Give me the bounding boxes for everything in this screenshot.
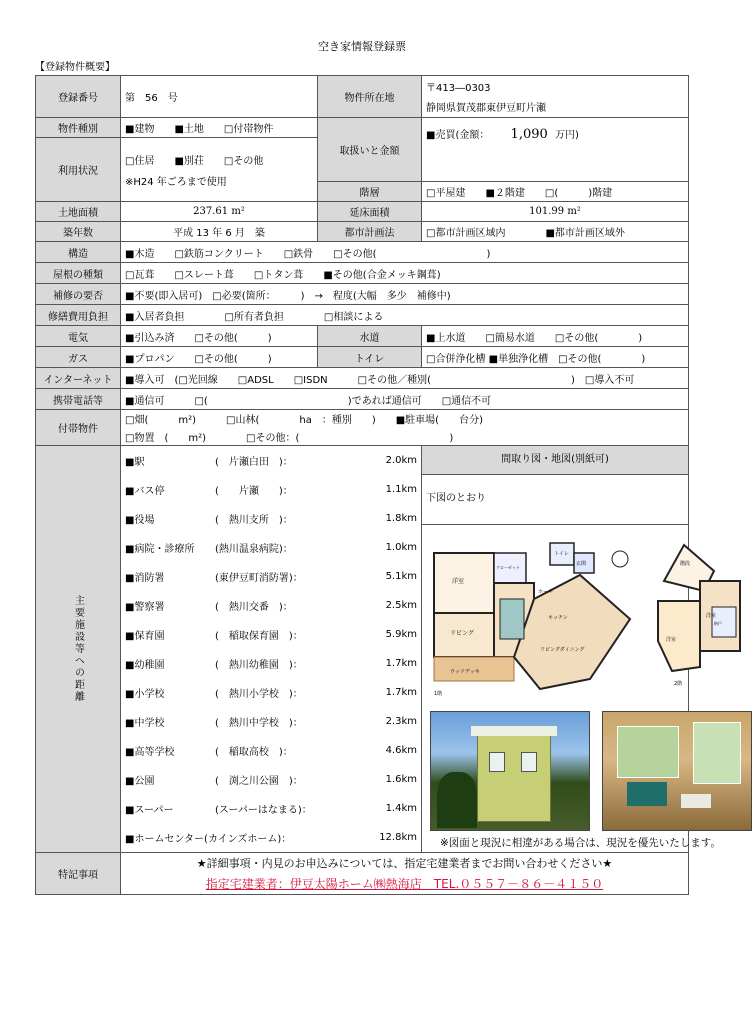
facility-row (125, 649, 417, 678)
facility-place: ( 熱川中学校 )： (215, 718, 303, 729)
water-value: ■上水道 □簡易水道 □その他( ) (422, 326, 689, 347)
facility-distance: 1.4km (385, 803, 417, 814)
structure-label: 構造 (36, 242, 121, 263)
fp1-floor: 1階 (434, 691, 443, 697)
floorplan-2f (654, 541, 744, 691)
facility-distance: 1.0km (385, 542, 417, 553)
facility-row (125, 794, 417, 823)
toilet-value: □合併浄化槽 ■単独浄化槽 □その他( ) (422, 347, 689, 368)
facility-name: ■中学校 (125, 718, 165, 729)
sofa (627, 782, 667, 806)
extras-line2: □物置 ( m²) □その他：( ) (125, 433, 454, 444)
facility-place: ( 熱川交番 )： (215, 602, 293, 613)
interior-photo (602, 711, 752, 831)
land-area-label: 土地面積 (36, 202, 121, 222)
facility-row (125, 475, 417, 504)
deal-value (422, 118, 689, 182)
facility-name: ■役場 (125, 515, 155, 526)
map-area (422, 525, 722, 851)
mobile-label: 携帯電話等 (36, 389, 121, 410)
facility-place: ( 熱川支所 )： (215, 515, 293, 526)
repair-cost-label: 修繕費用負担 (36, 305, 121, 326)
facility-row (125, 446, 417, 475)
facility-distance: 1.1km (385, 484, 417, 495)
facility-row (125, 533, 417, 562)
fp1-room8: 玄関 (576, 561, 587, 567)
special-value (121, 853, 689, 895)
tree (437, 772, 477, 828)
facility-name: ■警察署 (125, 602, 165, 613)
facility-place: ( 渕之川公園 )： (215, 776, 303, 787)
floor-area-label: 延床面積 (318, 202, 422, 222)
facility-distance: 1.8km (385, 513, 417, 524)
facility-row (125, 707, 417, 736)
map-header: 間取り図・地図(別紙可) (422, 446, 688, 475)
internet-value: ■導入可 (□光回線 □ADSL □ISDN □その他／種別( ) □導入不可 (121, 368, 689, 389)
facility-distance: 2.3km (385, 716, 417, 727)
facility-name: ■保育園 (125, 631, 165, 642)
floors-label: 階層 (318, 182, 422, 202)
city-plan-value: □都市計画区域内 ■都市計画区域外 (422, 222, 689, 242)
page-title: 空き家情報登録票 (318, 40, 406, 53)
postal-code: 〒413―0303 (426, 83, 491, 94)
facility-distance: 1.7km (385, 687, 417, 698)
house-wall (477, 732, 551, 822)
extras-value (121, 410, 689, 446)
facility-name: ■駅 (125, 457, 145, 468)
usage-label: 利用状況 (36, 138, 121, 202)
fp2-room3: 納戸 (714, 621, 722, 626)
facility-place: (東伊豆町消防署)： (215, 573, 303, 584)
facility-distance: 5.9km (385, 629, 417, 640)
facilities-list (121, 446, 422, 853)
window (693, 722, 741, 784)
window (521, 752, 537, 772)
facility-distance: 2.5km (385, 600, 417, 611)
facility-row (125, 620, 417, 649)
facility-place: ( 片瀬白田 )： (215, 457, 293, 468)
special-line2: 指定宅建業者：伊豆太陽ホーム㈱熱海店 TEL.０５５７－８６－４１５０ (205, 877, 604, 891)
facility-row (125, 736, 417, 765)
internet-label: インターネット (36, 368, 121, 389)
facilities-label-cell (36, 446, 121, 853)
facility-distance: 1.7km (385, 658, 417, 669)
gas-label: ガス (36, 347, 121, 368)
fp2-room2: 洋室 (666, 637, 677, 643)
facility-row (125, 765, 417, 794)
roof-value: □瓦葺 □スレート葺 □トタン葺 ■その他(合金メッキ鋼葺) (121, 263, 689, 284)
facility-row (125, 504, 417, 533)
window (489, 752, 505, 772)
land-area-value: 237.61 m² (121, 202, 318, 222)
facility-name: ■消防署 (125, 573, 165, 584)
fp1-room5: リビングダイニング (540, 647, 585, 653)
water-label: 水道 (318, 326, 422, 347)
repair-value: ■不要(即入居可) □必要(箇所： ) → 程度(大幅 多少 補修中) (121, 284, 689, 305)
property-table (35, 75, 722, 895)
fp1-room6: ウッドデッキ (450, 669, 480, 675)
usage-value (121, 138, 318, 202)
repair-cost-value: ■入居者負担 □所有者負担 □相談による (121, 305, 689, 326)
fp1-room9: トイレ (554, 551, 569, 557)
deal-label: 取扱いと金額 (318, 118, 422, 182)
section-heading: 【登録物件概要】 (35, 62, 115, 73)
table (681, 794, 711, 808)
facility-row (125, 591, 417, 620)
repair-label: 補修の要否 (36, 284, 121, 305)
facility-place: (熱川温泉病院)： (215, 544, 293, 555)
facility-place: (スーパーはなまる)： (215, 805, 312, 816)
facility-distance: 1.6km (385, 774, 417, 785)
facility-name: ■バス停 (125, 486, 165, 497)
roof-label: 屋根の種類 (36, 263, 121, 284)
reg-label: 登録番号 (36, 76, 121, 118)
floorplan-1f (430, 539, 632, 699)
type-label: 物件種別 (36, 118, 121, 138)
floors-value: □平屋建 ■２階建 □( )階建 (422, 182, 689, 202)
fp1-room4: キッチン (548, 615, 568, 621)
map-text: 下図のとおり (422, 475, 688, 525)
facility-row (125, 678, 417, 707)
fp1-room1: 洋室 (452, 578, 465, 585)
deal-unit: 万円) (554, 130, 579, 141)
facility-place: ( 熱川小学校 )： (215, 689, 303, 700)
facility-row (125, 823, 417, 852)
address: 静岡県賀茂郡東伊豆町片瀬 (426, 103, 546, 114)
location-value (422, 76, 689, 118)
facility-place: ( 稲取保育園 )： (215, 631, 303, 642)
facilities-label: 主要施設等への距離 (72, 595, 84, 703)
structure-value: ■木造 □鉄筋コンクリート □鉄骨 □その他( ) (121, 242, 689, 263)
built-value: 平成 13 年 6 月 築 (121, 222, 318, 242)
city-plan-label: 都市計画法 (318, 222, 422, 242)
toilet-label: トイレ (318, 347, 422, 368)
facility-name: ■病院・診療所 (125, 544, 195, 555)
map-cell (422, 446, 722, 853)
deal-amount: 1,090 (510, 127, 548, 142)
facility-name: ■公園 (125, 776, 155, 787)
special-label: 特記事項 (36, 853, 121, 895)
location-label: 物件所在地 (318, 76, 422, 118)
extras-label: 付帯物件 (36, 410, 121, 446)
usage-line2: ※H24 年ごろまで使用 (125, 176, 227, 188)
facility-place: ( 熱川幼稚園 )： (215, 660, 303, 671)
facility-name: ■スーパー (125, 805, 174, 816)
special-line1: ★詳細事項・内見のお申込みについては、指定宅建業者までお問い合わせください★ (196, 857, 613, 870)
facility-distance: 12.8km (379, 832, 417, 843)
window (617, 726, 679, 778)
electric-label: 電気 (36, 326, 121, 347)
fp2-room4: 階段 (680, 561, 691, 567)
fp2-room1: 洋室 (706, 613, 717, 619)
mobile-value: ■通信可 □( )であれば通信可 □通信不可 (121, 389, 689, 410)
facility-distance: 5.1km (385, 571, 417, 582)
facility-name: ■小学校 (125, 689, 165, 700)
facility-name: ■ホームセンター(カインズホーム)： (125, 834, 292, 845)
facility-name: ■幼稚園 (125, 660, 165, 671)
facility-place: ( 片瀬 )： (215, 486, 293, 497)
reg-value: 第 56 号 (121, 76, 318, 118)
facility-distance: 4.6km (385, 745, 417, 756)
exterior-photo (430, 711, 590, 831)
extras-line1: □畑( m²) □山林( ha ：種別 ) ■駐車場( 台分) (125, 415, 483, 426)
floor-area-value: 101.99 m² (422, 202, 689, 222)
map-note: ※図面と現況に相違がある場合は、現況を優先いたします。 (440, 837, 721, 849)
facility-distance: 2.0km (385, 455, 417, 466)
facility-row (125, 562, 417, 591)
deal-prefix: ■売買(金額： (426, 130, 490, 141)
fp2-floor: 2階 (674, 681, 683, 687)
fp1-room7: ホール (538, 589, 553, 595)
facility-place: ( 稲取高校 )： (215, 747, 293, 758)
gas-value: ■プロパン □その他( ) (121, 347, 318, 368)
fp1-room2: クローゼット (496, 565, 520, 570)
built-label: 築年数 (36, 222, 121, 242)
house-roof (471, 726, 557, 736)
facility-name: ■高等学校 (125, 747, 175, 758)
type-value: ■建物 ■土地 □付帯物件 (121, 118, 318, 138)
usage-line1: □住居 ■別荘 □その他 (125, 155, 264, 167)
electric-value: ■引込み済 □その他( ) (121, 326, 318, 347)
fp1-room3: リビング (450, 630, 474, 637)
